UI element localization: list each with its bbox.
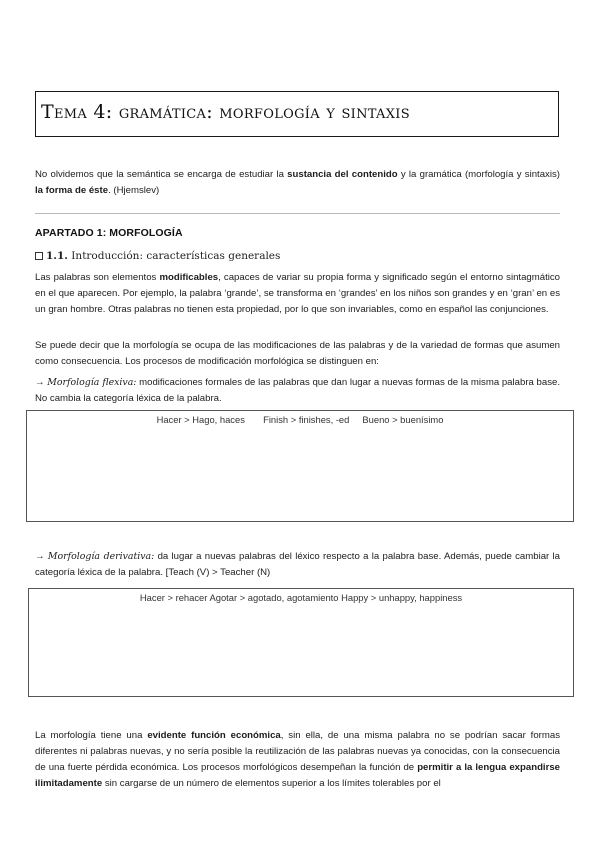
p3-text-1: La morfología tiene una [35, 730, 148, 741]
flexiva-text: modificaciones formales de las palabras que dan lugar a nuevas formas de la misma palabra base. No cambia la categoría léxica de la palabra. [35, 377, 560, 404]
subsection-heading [35, 250, 280, 262]
subsection-number: 1.1. [46, 250, 68, 262]
arrow-right-icon: → [35, 377, 45, 388]
intro-paragraph [35, 167, 560, 199]
intro-bold-2: la forma de éste [35, 185, 109, 196]
subsection-title: Introducción: características generales [71, 250, 281, 262]
derivativa-paragraph [35, 549, 560, 581]
paragraph-1 [35, 270, 560, 318]
p3-bold-2: permitir a la lengua expandirse ilimitadamente [35, 762, 561, 789]
title-box [35, 91, 559, 137]
checkbox-bullet-icon [35, 252, 43, 260]
p1-text-1: Las palabras son elementos [35, 272, 160, 283]
example-box-flexiva-text: Hacer > Hago, haces Finish > finishes, -ed Bueno > buenísimo [156, 414, 444, 425]
p3-text-2: , sin ella, de una misma palabra no se podrían sacar formas diferentes ni palabras nuevas, y no sería posible la reutilización de las palabras nuevas ya conocidas, con la consecuencia de una fuerte pérdida económica. Los procesos morfológicos desempeñan la función de [35, 730, 560, 773]
paragraph-2: Se puede decir que la morfología se ocupa de las modificaciones de las palabras y de la variedad de formas que asumen como consecuencia. Los procesos de modificación morfológica se distinguen en: [35, 340, 560, 367]
p1-bold-1: modificables [159, 272, 219, 283]
derivativa-label: Morfología derivativa: [47, 551, 155, 562]
derivativa-text: da lugar a nuevas palabras del léxico respecto a la palabra base. Además, puede cambiar la categoría léxica de la palabra. [Teach (V) > Teacher (N) [35, 551, 560, 578]
intro-bold-1: sustancia del contenido [287, 169, 398, 180]
example-box-flexiva [26, 410, 574, 522]
example-box-derivativa [28, 588, 574, 697]
flexiva-paragraph [35, 375, 560, 407]
p1-text-2: , capaces de variar su propia forma y significado según el entorno sintagmático en el que aparecen. Por ejemplo, la palabra ‘grande’, se transforma en ‘grandes’ en los niños son grandes y en ‘gran’ en es un gran hombre. Otras palabras no tienen esta propiedad, por lo que son invariables, como en español las conjunciones. [35, 272, 561, 315]
intro-text-2: y la gramática (morfología y sintaxis) [397, 169, 560, 180]
page-title: Tema 4: gramática: morfología y sintaxis [41, 101, 410, 123]
p3-text-3: sin cargarse de un número de elementos superior a los límites tolerables por el [102, 778, 441, 789]
example-box-derivativa-text: Hacer > rehacer Agotar > agotado, agotamiento Happy > unhappy, happiness [139, 592, 463, 603]
intro-text-3: . (Hjemslev) [108, 185, 160, 196]
flexiva-label: Morfología flexiva: [47, 377, 137, 388]
paragraph-3 [35, 728, 560, 792]
intro-text-1: No olvidemos que la semántica se encarga de estudiar la [35, 169, 288, 180]
divider [35, 213, 560, 214]
p3-bold-1: evidente función económica [147, 730, 281, 741]
section-heading: APARTADO 1: MORFOLOGÍA [35, 227, 183, 239]
arrow-right-icon: → [35, 551, 45, 562]
